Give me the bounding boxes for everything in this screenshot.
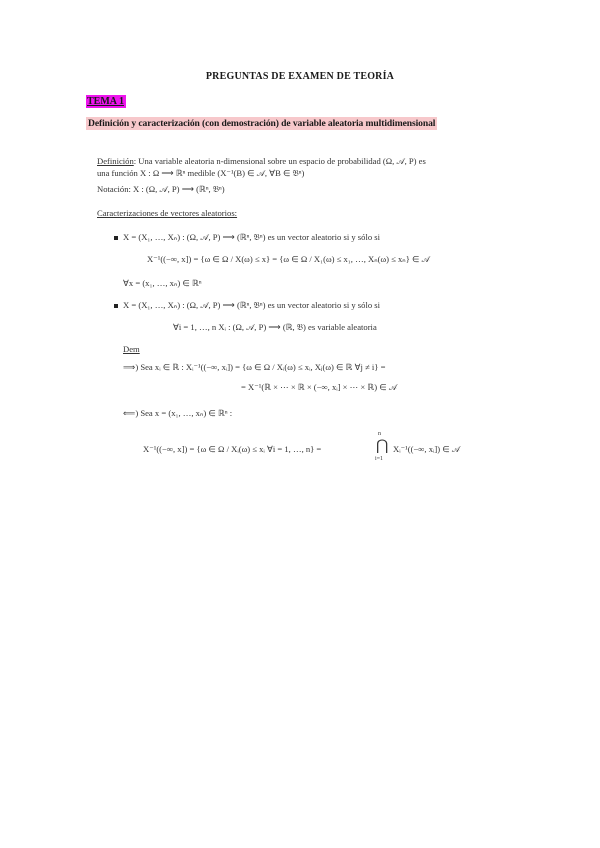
question-heading: Definición y caracterización (con demostración) de variable aleatoria multidimensional: [88, 118, 436, 129]
proof-forward-line-2: = X⁻¹(ℝ × ⋯ × ℝ × (−∞, xᵢ] × ⋯ × ℝ) ∈ 𝒜: [241, 382, 397, 392]
proof-forward-text: ) Sea xᵢ ∈ ℝ : Xᵢ⁻¹((−∞, xᵢ]) = {ω ∈ Ω / Xᵢ(ω) ≤ xᵢ, Xⱼ(ω) ∈ ℝ ∀j ≠ i} =: [135, 362, 386, 372]
section-tag: TEMA 1: [87, 96, 124, 107]
definition-line-2: una función X : Ω ⟶ ℝⁿ medible (X⁻¹(B) ∈ 𝒜, ∀B ∈ 𝔅ⁿ): [97, 168, 305, 178]
proof-label: Dem: [123, 344, 140, 354]
proof-backward-line-2-right: Xᵢ⁻¹((−∞, xᵢ]) ∈ 𝒜: [393, 444, 461, 454]
proof-backward-line-1: [123, 408, 232, 419]
char2-line-1: X = (X₁, …, Xₙ) : (Ω, 𝒜, P) ⟶ (ℝⁿ, 𝔅ⁿ) es un vector aleatorio si y sólo si: [123, 300, 381, 310]
definition-text: : Una variable aleatoria n-dimensional sobre un espacio de probabilidad (Ω, 𝒜, P) es: [133, 156, 426, 166]
intersection-lower-index: i=1: [375, 456, 384, 462]
implies-right-icon: ⟹: [123, 362, 136, 372]
char1-line-1: X = (X₁, …, Xₙ) : (Ω, 𝒜, P) ⟶ (ℝⁿ, 𝔅ⁿ) es un vector aleatorio si y sólo si: [123, 232, 381, 242]
definition-line-1: [97, 156, 426, 167]
notation-line: Notación: X : (Ω, 𝒜, P) ⟶ (ℝⁿ, 𝔅ⁿ): [97, 184, 225, 194]
char2-line-2: ∀i = 1, …, n Xᵢ : (Ω, 𝒜, P) ⟶ (ℝ, 𝔅) es variable aleatoria: [173, 322, 377, 332]
page-title: PREGUNTAS DE EXAMEN DE TEORÍA: [205, 71, 395, 82]
char1-line-2: X⁻¹((−∞, x]) = {ω ∈ Ω / X(ω) ≤ x} = {ω ∈ Ω / X₁(ω) ≤ x₁, …, Xₙ(ω) ≤ xₙ} ∈ 𝒜: [147, 254, 430, 264]
proof-forward-line-1: [123, 362, 385, 373]
intersection-upper-index: n: [378, 431, 381, 437]
implies-left-icon: ⟸: [123, 408, 136, 418]
characterizations-label: Caracterizaciones de vectores aleatorios:: [97, 208, 238, 218]
definition-label: Definición: [97, 156, 134, 166]
intersection-icon: ⋂: [376, 438, 389, 454]
bullet-2: [114, 304, 118, 308]
bullet-1: [114, 236, 118, 240]
proof-backward-text: ) Sea x = (x₁, …, xₙ) ∈ ℝⁿ :: [135, 408, 233, 418]
char1-line-3: ∀x = (x₁, …, xₙ) ∈ ℝⁿ: [123, 278, 202, 288]
proof-backward-line-2-left: X⁻¹((−∞, x]) = {ω ∈ Ω / Xᵢ(ω) ≤ xᵢ ∀i = 1, …, n} =: [143, 444, 322, 454]
